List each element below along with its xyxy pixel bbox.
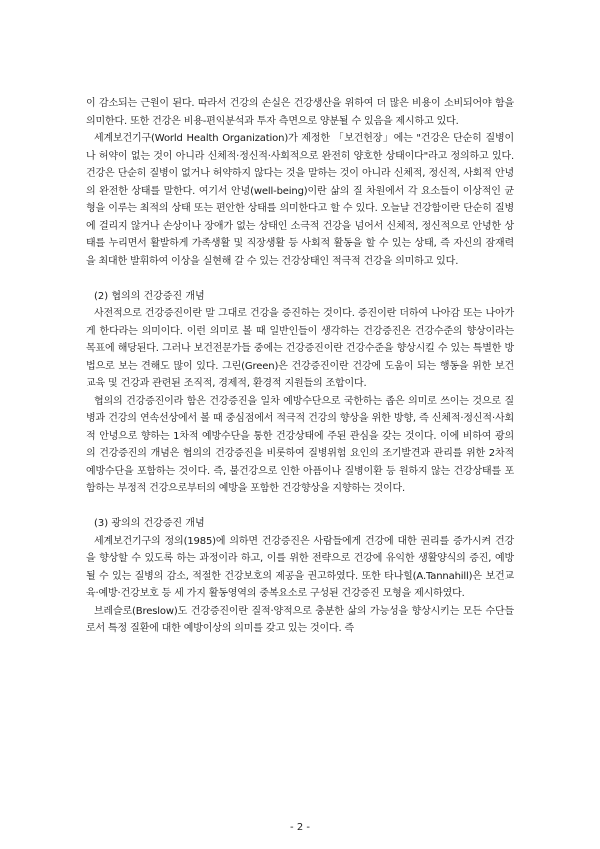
section-spacer bbox=[86, 270, 514, 288]
section-heading-broad-health-promotion: (3) 광의의 건강증진 개념 bbox=[94, 518, 205, 529]
section-heading-narrow-health-promotion: (2) 협의의 건강증진 개념 bbox=[94, 290, 205, 302]
paragraph: 사전적으로 건강증진이란 말 그대로 건강을 증진하는 것이다. 증진이란 더하여 나아감 또는 나아가게 한다라는 의미이다. 이런 의미로 볼 때 일반인들이 생각하는 건강증진은 건강수준의 향상이라는 목표에 해당된다. 그러나 보건전문가들 중에는 건강증진이란 건강수준을 향상시킬 수 있는 특별한 방법으로 보는 견해도 많이 있다. 그린(Green)은 건강증진이란 건강에 도움이 되는 행동을 위한 보건교육 및 건강과 관련된 조직적, 경제적, 환경적 지원들의 조합이다. bbox=[86, 308, 514, 389]
document-body bbox=[86, 95, 514, 638]
paragraph-who-definition: 세계보건기구(World Health Organization)가 제정한 「보건헌장」에는 "건강은 단순히 질병이나 허약이 없는 것이 아니라 신체적·정신적·사회적으로 완전히 양호한 상태이다"라고 정의하고 있다. 건강은 단순히 질병이 없거나 허약하지 않다는 것을 말하는 것이 아니라 신체적, 정신적, 사회적 안녕의 완전한 상태를 말한다. 여기서 안녕(well-being)이란 삶의 질 차원에서 각 요소들이 이상적인 균형을 이루는 최적의 상태 또는 편안한 상태를 의미한다고 할 수 있다. 오늘날 건강함이란 단순히 질병에 걸리지 않거나 손상이나 장애가 없는 상태인 소극적 건강을 넘어서 신체적, 정신적으로 안녕한 상태를 누리면서 활발하게 가족생활 및 직장생활 등 사회적 활동을 할 수 있는 상태, 즉 자신의 잠재력을 최대한 발휘하여 이상을 실현해 갈 수 있는 건강상태인 적극적 건강을 의미하고 있다. bbox=[86, 133, 514, 267]
page-number: - 2 - bbox=[290, 822, 310, 833]
paragraph-continued: 이 감소되는 근원이 된다. 따라서 건강의 손실은 건강생산을 위하여 더 많은 비용이 소비되어야 함을 의미한다. 또한 건강은 비용-편익분석과 투자 측면으로 양분될 수 있음을 제시하고 있다. bbox=[86, 98, 514, 127]
paragraph: 협의의 건강증진이라 함은 건강증진을 일차 예방수단으로 국한하는 좁은 의미로 쓰이는 것으로 질병과 건강의 연속선상에서 볼 때 중심점에서 적극적 건강의 향상을 위한 방향, 즉 신체적·정신적·사회적 안녕으로 향하는 1차적 예방수단을 통한 건강상태에 주된 관심을 갖는 것이다. 이에 비하여 광의의 건강증진의 개념은 협의의 건강증진을 비롯하여 질병위험 요인의 조기발견과 관리를 위한 2차적 예방수단을 포함하는 것이다. 즉, 불건강으로 인한 아픔이나 질병이환 등 원하지 않는 건강상태를 포함하는 부정적 건강으로부터의 예방을 포함한 건강향상을 지향하는 것이다. bbox=[86, 395, 514, 494]
section-spacer bbox=[86, 498, 514, 516]
paragraph: 세계보건기구의 정의(1985)에 의하면 건강증진은 사람들에게 건강에 대한 권리를 증가시켜 건강을 향상할 수 있도록 하는 과정이라 하고, 이를 위한 전략으로 건강에 유익한 생활양식의 증진, 예방될 수 있는 질병의 감소, 적절한 건강보호의 제공을 권고하였다. 또한 타나힐(A.Tannahill)은 보건교육·예방·건강보호 등 세 가지 활동영역의 중복요소로 구성된 건강증진 모형을 제시하였다. bbox=[86, 535, 514, 599]
paragraph: 브레슬로(Breslow)도 건강증진이란 질적·양적으로 충분한 삶의 가능성을 향상시키는 모든 수단들로서 특정 질환에 대한 예방이상의 의미를 갖고 있는 것이다. 즉 bbox=[86, 605, 514, 634]
